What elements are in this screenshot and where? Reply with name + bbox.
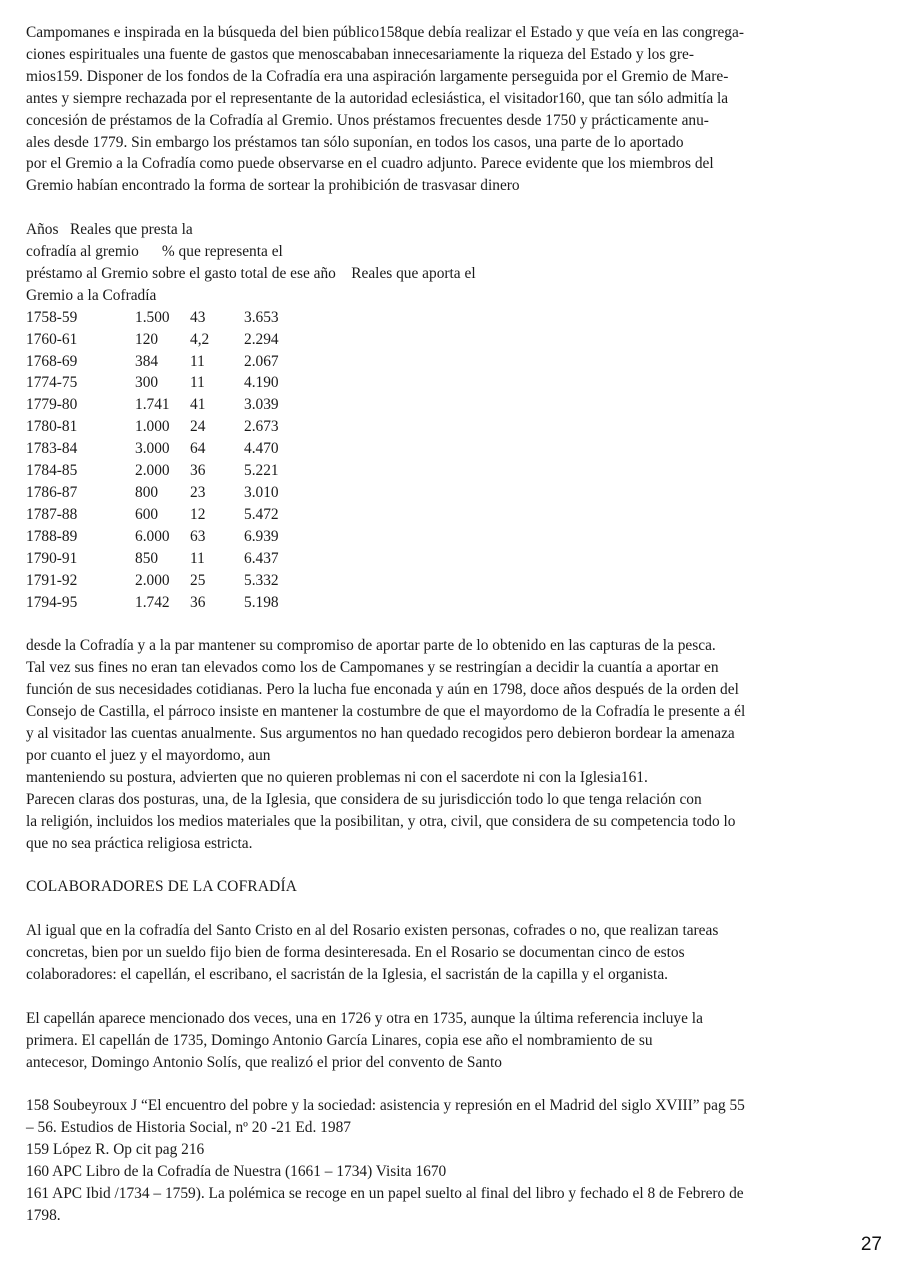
- footnote-line: 159 López R. Op cit pag 216: [26, 1141, 205, 1159]
- table-row: [26, 548, 279, 570]
- table-cell: 2.067: [244, 352, 279, 370]
- table-cell: 850: [135, 549, 159, 567]
- table-cell: 1768-69: [26, 352, 78, 370]
- table-row: [26, 372, 279, 394]
- table-row: [26, 307, 279, 329]
- table-header-line: Gremio a la Cofradía: [26, 286, 157, 304]
- text-line: Gremio habían encontrado la forma de sortear la prohibición de trasvasar dinero: [26, 177, 520, 195]
- colaboradores-paragraph: [26, 920, 880, 986]
- table-cell: 1786-87: [26, 484, 78, 502]
- table-row: [26, 526, 279, 548]
- text-line: desde la Cofradía y a la par mantener su compromiso de aportar parte de lo obtenido en las capturas de la pesca.: [26, 637, 716, 655]
- text-line: Parecen claras dos posturas, una, de la Iglesia, que considera de su jurisdicción todo lo que tenga relación con: [26, 790, 702, 808]
- section-heading: COLABORADORES DE LA COFRADÍA: [26, 878, 298, 896]
- table-cell: 1787-88: [26, 505, 78, 523]
- text-line: concretas, bien por un sueldo fijo bien de forma desinteresada. En el Rosario se documentan cinco de estos: [26, 944, 685, 961]
- footnote-line: 160 APC Libro de la Cofradía de Nuestra (1661 – 1734) Visita 1670: [26, 1163, 447, 1181]
- table-cell: 600: [135, 505, 159, 523]
- table-header-line: préstamo al Gremio sobre el gasto total de ese año Reales que aporta el: [26, 264, 476, 282]
- table-cell: 6.000: [135, 527, 170, 545]
- after-table-paragraph: [26, 635, 880, 854]
- table-cell: 800: [135, 484, 159, 502]
- table-cell: 11: [190, 352, 205, 370]
- table-row: [26, 351, 279, 373]
- table-cell: 5.332: [244, 571, 279, 589]
- text-line: por el Gremio a la Cofradía como puede observarse en el cuadro adjunto. Parece evidente que los miembros del: [26, 155, 714, 173]
- text-line: función de sus necesidades cotidianas. Pero la lucha fue enconada y aún en 1798, doce años después de la orden del: [26, 681, 739, 699]
- table-cell: 1.742: [135, 593, 170, 611]
- table-row: [26, 329, 279, 351]
- footnote-line: 161 APC Ibid /1734 – 1759). La polémica se recoge en un papel suelto al final del libro y fechado el 8 de Febrero de: [26, 1184, 744, 1202]
- table-cell: 1774-75: [26, 374, 78, 392]
- table-cell: 1.500: [135, 308, 170, 326]
- text-line: antecesor, Domingo Antonio Solís, que realizó el prior del convento de Santo: [26, 1053, 502, 1071]
- table-cell: 25: [190, 571, 206, 589]
- table-header-line: cofradía al gremio % que representa el: [26, 243, 283, 261]
- text-line: concesión de préstamos de la Cofradía al Gremio. Unos préstamos frecuentes desde 1750 y prácticamente anu-: [26, 111, 709, 129]
- table-row: [26, 460, 279, 482]
- text-line: que no sea práctica religiosa estricta.: [26, 834, 253, 852]
- text-line: primera. El capellán de 1735, Domingo Antonio García Linares, copia ese año el nombramiento de su: [26, 1031, 653, 1049]
- table-cell: 3.000: [135, 440, 170, 458]
- text-line: Campomanes e inspirada en la búsqueda del bien público158que debía realizar el Estado y que veía en las congrega-: [26, 24, 744, 41]
- table-row: [26, 570, 279, 592]
- table-cell: 5.472: [244, 505, 279, 523]
- table-cell: 1760-61: [26, 330, 78, 348]
- text-line: mios159. Disponer de los fondos de la Cofradía era una aspiración largamente perseguida por el Gremio de Mare-: [26, 67, 729, 85]
- loans-table-block: [26, 219, 880, 613]
- document-page: [26, 22, 880, 1227]
- table-cell: 6.437: [244, 549, 279, 567]
- table-cell: 3.039: [244, 396, 279, 414]
- table-cell: 11: [190, 549, 205, 567]
- loans-table: [26, 307, 279, 614]
- table-cell: 5.221: [244, 462, 279, 480]
- table-cell: 43: [190, 308, 206, 326]
- table-header-line: Años Reales que presta la: [26, 221, 193, 239]
- table-row: [26, 394, 279, 416]
- table-cell: 1.741: [135, 396, 170, 414]
- table-cell: 3.653: [244, 308, 279, 326]
- text-line: la religión, incluidos los medios materiales que la posibilitan, y otra, civil, que considera de su competencia todo lo: [26, 812, 736, 830]
- table-cell: 4.470: [244, 440, 279, 458]
- text-line: manteniendo su postura, advierten que no quieren problemas ni con el sacerdote ni con la Iglesia161.: [26, 768, 648, 786]
- table-row: [26, 504, 279, 526]
- text-line: Consejo de Castilla, el párroco insiste en mantener la costumbre de que el mayordomo de la Cofradía le presente a él: [26, 703, 746, 721]
- table-cell: 1780-81: [26, 418, 78, 436]
- text-line: El capellán aparece mencionado dos veces, una en 1726 y otra en 1735, aunque la última referencia incluye la: [26, 1009, 703, 1027]
- table-cell: 3.010: [244, 484, 279, 502]
- footnote-line: 1798.: [26, 1206, 61, 1224]
- table-cell: 1794-95: [26, 593, 78, 611]
- table-row: [26, 482, 279, 504]
- table-cell: 41: [190, 396, 206, 414]
- table-cell: 36: [190, 593, 206, 611]
- table-cell: 1779-80: [26, 396, 78, 414]
- footnotes: [26, 1095, 880, 1226]
- table-cell: 24: [190, 418, 206, 436]
- text-line: Al igual que en la cofradía del Santo Cristo en al del Rosario existen personas, cofrades o no, que realizan tareas: [26, 922, 719, 940]
- table-cell: 384: [135, 352, 159, 370]
- table-cell: 4.190: [244, 374, 279, 392]
- table-cell: 300: [135, 374, 159, 392]
- table-cell: 1758-59: [26, 308, 78, 326]
- table-cell: 1784-85: [26, 462, 78, 480]
- table-cell: 11: [190, 374, 205, 392]
- text-line: por cuanto el juez y el mayordomo, aun: [26, 746, 271, 764]
- footnote-line: – 56. Estudios de Historia Social, nº 20 -21 Ed. 1987: [26, 1119, 351, 1137]
- intro-paragraph: [26, 22, 880, 197]
- table-cell: 2.000: [135, 462, 170, 480]
- page-number: 27: [860, 1234, 882, 1255]
- table-cell: 36: [190, 462, 206, 480]
- table-cell: 12: [190, 505, 206, 523]
- table-cell: 1791-92: [26, 571, 78, 589]
- table-cell: 1788-89: [26, 527, 78, 545]
- table-cell: 63: [190, 527, 206, 545]
- table-cell: 120: [135, 330, 159, 348]
- table-row: [26, 438, 279, 460]
- table-cell: 1790-91: [26, 549, 78, 567]
- text-line: ales desde 1779. Sin embargo los préstamos tan sólo suponían, en todos los casos, una parte de lo aportado: [26, 133, 684, 151]
- table-row: [26, 416, 279, 438]
- table-cell: 6.939: [244, 527, 279, 545]
- text-line: colaboradores: el capellán, el escribano, el sacristán de la Iglesia, el sacristán de la capilla y el organista.: [26, 965, 668, 983]
- capellan-paragraph: [26, 1008, 880, 1074]
- text-line: ciones espirituales una fuente de gastos que menoscababan innecesariamente la riqueza del Estado y los gre-: [26, 45, 694, 63]
- table-cell: 2.000: [135, 571, 170, 589]
- table-cell: 64: [190, 440, 206, 458]
- text-line: antes y siempre rechazada por el representante de la autoridad eclesiástica, el visitador160, que tan sólo admitía la: [26, 89, 729, 107]
- footnote-line: 158 Soubeyroux J “El encuentro del pobre y la sociedad: asistencia y represión en el Madrid del siglo XVIII” pag 55: [26, 1097, 745, 1115]
- text-line: Tal vez sus fines no eran tan elevados como los de Campomanes y se restringían a decidir la cuantía a aportar en: [26, 659, 719, 677]
- table-cell: 4,2: [190, 330, 210, 348]
- table-cell: 2.673: [244, 418, 279, 436]
- table-row: [26, 592, 279, 614]
- table-cell: 1783-84: [26, 440, 78, 458]
- table-cell: 23: [190, 484, 206, 502]
- table-cell: 1.000: [135, 418, 170, 436]
- table-cell: 2.294: [244, 330, 279, 348]
- text-line: y al visitador las cuentas anualmente. Sus argumentos no han quedado recogidos pero debieron bordear la amenaza: [26, 724, 735, 742]
- table-cell: 5.198: [244, 593, 279, 611]
